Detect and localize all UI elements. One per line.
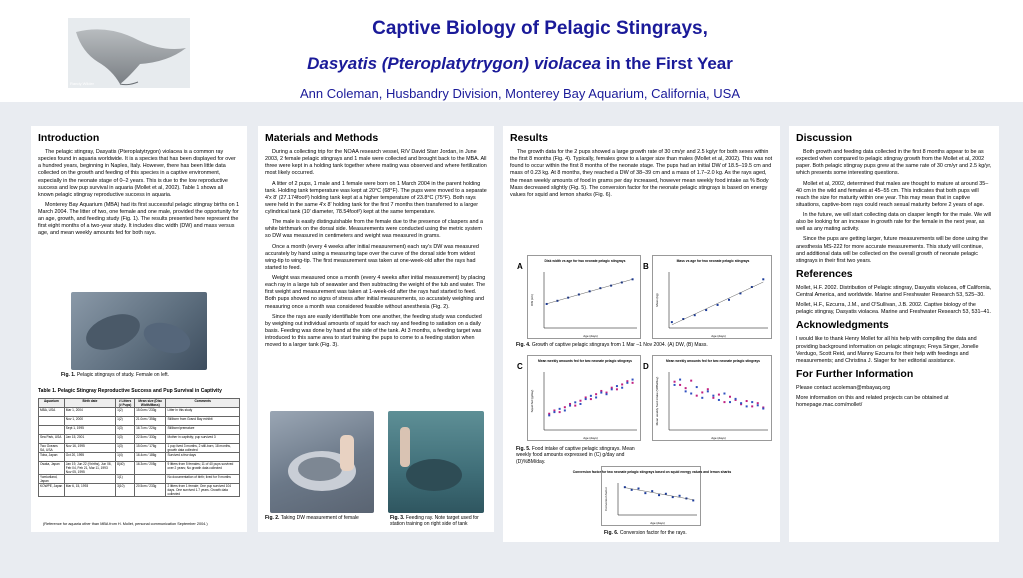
table-cell: Mar 1, 2004 [64, 408, 115, 417]
methods-heading: Materials and Methods [265, 132, 379, 144]
table-cell: 15.0cm / 176g [135, 444, 166, 453]
data-point [611, 388, 613, 390]
table-cell: Sept 1, 1995 [64, 426, 115, 435]
fig5-label: Fig. 5. [516, 446, 531, 452]
data-point [579, 400, 581, 402]
chart-title: Mean weekly amounts fed for two neonate pelagic stingrays [666, 359, 760, 363]
x-axis-label: Age (days) [583, 436, 598, 440]
y-axis-label: Mean weekly food intake (%BM/day) [655, 376, 659, 426]
table-cell: 1(1) [116, 475, 135, 484]
fig6-label: Fig. 6. [604, 530, 619, 536]
data-point [674, 381, 676, 383]
panel-letter-c: C [517, 362, 523, 371]
table-row [39, 444, 240, 453]
table-cell: Oct 20, 1995 [64, 453, 115, 462]
x-axis-label: Age (days) [650, 521, 665, 525]
chart-title: Mass vs age for two neonate pelagic stingrays [676, 259, 750, 263]
data-point [626, 382, 628, 384]
reference-1: Mollet, H.F. 2002. Distribution of Pelagic stingray, Dasyatis violacea, off California, Central America, and worldwide. Marine and Freshwater Research 53, 525–30. [796, 284, 992, 298]
table-row [39, 453, 240, 462]
trend-line [672, 282, 763, 325]
table-cell: Mar 6, 15, 1993 [64, 484, 115, 497]
table-row [39, 462, 240, 475]
methods-paragraph-2: A litter of 2 pups, 1 male and 1 female were born on 1 March 2004 in the parent holding tank. Holding tank temperature was kept at 20°C (68°F). The pups were moved to a separate 4'x 8' (27.174foot²) holding tank kept at a higher temperature of 23.8°C (75°F). Both rays were held in the same 4'x 8' holding tank for the first 7 months then transferred to a larger cylindrical tank (10' diameter, 78.54foot²) kept at the same temperature. [265, 180, 487, 215]
fig2-caption-text: Taking DW measurement of female [279, 515, 359, 521]
data-point [690, 380, 692, 382]
data-point [718, 394, 720, 396]
figure-1-caption [61, 372, 241, 378]
table-cell: 1(3) [116, 444, 135, 453]
data-point [579, 403, 581, 405]
data-point [690, 393, 692, 395]
chart-d-svg [653, 356, 773, 442]
data-point [717, 304, 719, 306]
data-point [574, 401, 576, 403]
data-point [723, 393, 725, 395]
table-header-cell: Birth date [64, 399, 115, 408]
figure-3-photo [388, 411, 484, 513]
measurement-photo [270, 411, 374, 513]
table-row [39, 435, 240, 444]
data-point [729, 396, 731, 398]
results-heading: Results [510, 132, 548, 144]
data-point [621, 387, 623, 389]
table-cell: Nov 1, 2000 [64, 417, 115, 426]
figure-1-photo [71, 292, 207, 370]
chart-c-grams [527, 355, 641, 441]
data-point [606, 393, 608, 395]
discussion-heading: Discussion [796, 132, 853, 144]
data-point [548, 414, 550, 416]
table-cell: Litter in this study [166, 408, 240, 417]
chart-a-svg [528, 256, 642, 340]
fig4-caption-text: Growth of captive pelagic stingrays from 1 Mar –1 Nov 2004. (A) DW, (B) Mass. [530, 342, 708, 348]
data-point [762, 278, 764, 280]
table-cell: Jan 19, Jun 22 (f births), Jun 06, Feb 04, Feb 21, Mar 11, 1993 Nov 05, 1995 [64, 462, 115, 475]
data-point [564, 409, 566, 411]
references-heading: References [796, 267, 853, 280]
table-header-cell: Comments [166, 399, 240, 408]
methods-paragraph-1: During a collecting trip for the NOAA research vessel, R/V David Starr Jordan, in June 2003, 2 female pelagic stingrays and 1 male were collected and brought back to the MBA. All three were kept in a holding tank together where mating was observed and where fertilization most likely occurred. [265, 149, 487, 177]
data-point [559, 408, 561, 410]
x-axis-label: Age (days) [711, 436, 726, 440]
table-cell: 16.7cm / 224g [135, 426, 166, 435]
discussion-panel [789, 126, 999, 542]
chart-title: Disk width vs age for two neonate pelagic stingrays [544, 259, 626, 263]
table-cell: 15.0cm / 233g [135, 408, 166, 417]
data-point [621, 383, 623, 385]
table-header-cell: Aquarium [39, 399, 65, 408]
data-point [569, 405, 571, 407]
panel-letter-b: B [643, 262, 649, 271]
data-point [751, 405, 753, 407]
chart-d-percent [652, 355, 772, 441]
y-axis-label: Squid fed (g/day) [530, 389, 534, 413]
intro-heading: Introduction [38, 132, 100, 144]
data-point [696, 386, 698, 388]
table-body [39, 408, 240, 497]
table-header-cell: # Litters (# Pups) [116, 399, 135, 408]
data-point [685, 387, 687, 389]
table-cell: 8(40) [116, 462, 135, 475]
data-point [707, 390, 709, 392]
photo-credit: Randy Wilder [70, 81, 95, 86]
chart-title: Conversion factor for two neonate pelagic stingrays based on squid energy values and lemon sharks [572, 470, 732, 474]
data-point [590, 398, 592, 400]
fig5-caption-text: Food intake of captive pelagic stingrays. Mean weekly food amounts expressed in (C) g/day and (D)%BM/day. [516, 446, 635, 465]
table-cell: 1(3) [116, 426, 135, 435]
chart-e-conversion [572, 466, 732, 526]
fig4-label: Fig. 4. [516, 342, 531, 348]
table-cell [64, 475, 115, 484]
table-cell: 3(10) [116, 484, 135, 497]
header [0, 0, 1023, 101]
data-point [644, 492, 646, 494]
data-point [651, 490, 653, 492]
table-cell: 21.0cm / 356g [135, 417, 166, 426]
further-info-heading: For Further Information [796, 367, 914, 380]
table-header-row [39, 399, 240, 408]
title-line-1: Captive Biology of Pelagic Stingrays, [372, 18, 708, 39]
table-cell: Two Oceans SA, USA [39, 444, 65, 453]
figure-2-photo [270, 411, 374, 513]
figure-6-caption [604, 530, 724, 536]
table-cell: No documentation of birth; lived for 9 months [166, 475, 240, 484]
table-cell [39, 426, 65, 435]
table-1 [38, 398, 240, 497]
y-axis-label: DW (cm) [530, 294, 534, 306]
methods-paragraph-3: The male is easily distinguishable from the female due to the presence of claspers and a white birthmark on the dorsal side. Measurements were conducted using the metric system so DW was measured in centimeters and weight was measured in grams. [265, 219, 483, 240]
results-paragraph-1: The growth data for the 2 pups showed a large growth rate of 30 cm/yr and 2.5 kg/yr for both sexes within the first 8 months (Fig. 4). Typically, females grow to a larger size than males (Mollet et al, 2002). This was not found to occur within the first 8 months of the neonate stage. The pups had an initial DW of 18.5–19.5 cm and mass of 0.23 kg. At 8 months, they reached a DW of 38–39 cm and a mass of 1.7–2.0 kg. As the rays aged, the mean weekly amounts of food in grams per day increased, however mean weekly food intake as % Body Mass decreased slightly (Fig. 5). The conversion factor for the neonate pelagic stingrays is based on energy values for squid and lemon sharks (Fig. 6). [510, 149, 773, 198]
data-point [632, 382, 634, 384]
table-cell [135, 475, 166, 484]
chart-title: Mean weekly amounts fed for two neonate pelagic stingrays [538, 359, 632, 363]
data-point [658, 494, 660, 496]
chart-e-svg [572, 467, 732, 527]
data-point [728, 299, 730, 301]
figure-5-caption [516, 446, 636, 465]
y-axis-label: Conversion factor [604, 487, 608, 511]
data-point [616, 388, 618, 390]
data-point [553, 411, 555, 413]
table-cell [39, 417, 65, 426]
methods-paragraph-6: Since the rays are easily identifiable from one another, the feeding study was conducted by weighing out individual amounts of squid for each ray and feeding to satiation on a daily basis. Feeding was done by hand at the side of the tank. At 3 months, a feeding target was introduced to this same area to start training the pups to come to a feeding station when moved to a larger tank (Fig. 3). [265, 313, 482, 349]
data-point [671, 321, 673, 323]
data-point [665, 493, 667, 495]
figure-2-caption [265, 515, 383, 521]
data-point [757, 402, 759, 404]
data-point [679, 495, 681, 497]
data-point [546, 303, 548, 305]
methods-paragraph-5: Weight was measured once a month (every 4 weeks after initial measurement) by placing each ray in a large tub of seawater and then subtracting the weight of the tub and water. The first weight and measurement was taken at 1-week-old after the rays had started to feed. Both pups showed no signs of stress after initial measurements, so accurately weighing and measuring once a month was considered feasible without anesthesia (Fig. 2). [265, 275, 486, 310]
stingray-photo [68, 18, 190, 88]
data-point [712, 395, 714, 397]
chart-b-mass [652, 255, 772, 339]
data-point [685, 390, 687, 392]
chart-a-dw [527, 255, 641, 339]
data-point [600, 392, 602, 394]
data-point [590, 395, 592, 397]
discussion-paragraph-3: In the future, we will start collecting data on clasper length for the male. We will also be looking for an increase in growth rate for the female in the next year, as well as any mating activity. [796, 212, 992, 233]
data-point [595, 393, 597, 395]
data-point [595, 396, 597, 398]
table-cell: Jan 15, 2001 [64, 435, 115, 444]
data-point [762, 408, 764, 410]
figure-4-caption [516, 342, 774, 348]
title-line-2 [230, 54, 810, 74]
data-point [559, 411, 561, 413]
data-point [712, 397, 714, 399]
table-cell: 2 litters from 1 female; One pup survived 104 days. One survived 1.7 years. Growth data collected [166, 484, 240, 497]
table-note: (Reference for aquaria other than MBA from H. Mollet, personal communication September 2004.) [43, 522, 208, 526]
trend-line [547, 279, 633, 304]
table-cell: 22.5cm / 330g [135, 435, 166, 444]
data-point [679, 384, 681, 386]
chart-b-svg [653, 256, 773, 340]
discussion-paragraph-2: Mollet et al, 2002, determined that males are thought to mature at around 35–40 cm in the wild and females at 45–55 cm. This indicates that both pups will reach the size for maturity within one year. This may mean that in captive situations, captive-born rays could reach sexual maturity before 2 years of age. [796, 180, 989, 208]
methods-panel [258, 126, 494, 532]
data-point [729, 401, 731, 403]
data-point [723, 401, 725, 403]
data-point [751, 401, 753, 403]
introduction-panel [31, 126, 247, 532]
data-point [696, 395, 698, 397]
trend-line [625, 488, 693, 500]
data-point [705, 309, 707, 311]
title-line-2-rest: in the First Year [600, 54, 733, 73]
figure-3-caption [390, 515, 490, 528]
intro-paragraph-1: The pelagic stingray, Dasyatis (Pteroplatytrygon) violacea is a common ray species found in aquaria worldwide. It is a species that has been displayed for over a hundred years, beginning in Naples, Italy. However, there has been little data collected on the growth and feeding of this species in a captive environment, especially in the neonate stage of 0–2 years. This is due to the low reproductive success and low pup survival in aquaria (Mollet et al, 2002). Table 1 shows all known pelagic stingray reproductive success in aquaria. [38, 149, 236, 198]
data-point [707, 388, 709, 390]
panel-letter-a: A [517, 262, 523, 271]
intro-paragraph-2: Monterey Bay Aquarium (MBA) had its first successful pelagic stingray births on 1 March 2004. The litter of two, one female and one male, provided the opportunity for an age, growth, and feeding study (Fig. 1). The results presented here represent the first eight months of a two-year study. It includes disc width (DW) and mass versus age, and mean weekly amounts fed for both rays. [38, 201, 240, 237]
stingrays-photo [71, 292, 207, 370]
table-cell: 16.3cm / 205g [135, 462, 166, 475]
fig3-caption-text: Feeding ray. Note target used for station training on right side of tank [390, 515, 479, 528]
fig1-caption-text: Pelagic stingrays of study. Female on left. [75, 372, 170, 378]
discussion-paragraph-4: Since the pups are getting larger, future measurements will be done using the anesthesia MS-222 for more accurate measurements. This study will continue, and additional data will be collected on the overall growth of neonate pelagic stingrays in their first two years. [796, 236, 988, 264]
data-point [701, 397, 703, 399]
table-cell: Stillborn from Grand Bay exhibit [166, 417, 240, 426]
data-point [701, 391, 703, 393]
data-point [632, 379, 634, 381]
chart-c-svg [528, 356, 642, 442]
reference-2: Mollet, H.F., Ezcurra, J.M., and O'Sullivan, J.B. 2002. Captive biology of the pelagic stingray, Dasyatis violacea. Marine and Freshwater Research 53, 531–41. [796, 302, 991, 316]
acknowledgments-heading: Acknowledgments [796, 319, 889, 332]
acknowledgments-text: I would like to thank Henry Mollet for all his help with compiling the data and providing background information on pelagic stingrays; Freya Singer, Jonelle Verdugo, Scott Reid, and Manny Ezcurra for their help with feedings and measurements; and Christina J. Slager for her editorial assistance. [796, 336, 979, 364]
fig1-label: Fig. 1. [61, 372, 76, 378]
fig3-label: Fig. 3. [390, 515, 405, 521]
author-line: Ann Coleman, Husbandry Division, Monterey Bay Aquarium, California, USA [299, 86, 741, 101]
data-point [616, 385, 618, 387]
table-row [39, 475, 240, 484]
x-axis-label: Age (days) [711, 334, 726, 338]
feeding-photo [388, 411, 484, 513]
table-cell: 9 litters from 5 females; 11 of 40 pups survived over 2 years; No growth data collected [166, 462, 240, 475]
table-row [39, 408, 240, 417]
stingray-illustration [68, 18, 190, 88]
table-cell: Sea Park, USA [39, 435, 65, 444]
table-row [39, 417, 240, 426]
data-point [746, 405, 748, 407]
table-cell: KOWPE, Japan [39, 484, 65, 497]
data-point [718, 399, 720, 401]
table-cell: Osaka, Japan [39, 462, 65, 475]
table-cell: 1(2) [116, 417, 135, 426]
project-link[interactable]: More information on this and related projects can be obtained at homepage.mac.com/mollet/ [796, 395, 949, 409]
table-cell: MBA, USA [39, 408, 65, 417]
contact-email[interactable]: Please contact acoleman@mbayaq.org [796, 384, 891, 391]
table-cell: Nov 16, 1995 [64, 444, 115, 453]
fig2-label: Fig. 2. [265, 515, 280, 521]
discussion-paragraph-1: Both growth and feeding data collected in the first 8 months appear to be as expected when compared to pelagic stingray growth from the Mollet et al, 2002 paper. Both pelagic stingray pups grew at the same rate of 30 cm/yr and 2.5 kg/yr, which presents some interesting questions. [796, 149, 992, 177]
data-point [638, 487, 640, 489]
table-header-cell: Mean size (Disc Width/Mass) [135, 399, 166, 408]
table-cell: 20.5cm / 233g [135, 484, 166, 497]
data-point [574, 405, 576, 407]
panel-letter-d: D [643, 362, 649, 371]
table-cell: 1(3) [116, 435, 135, 444]
table-cell: Survived a few days [166, 453, 240, 462]
data-point [746, 400, 748, 402]
y-axis-label: Mass (kg) [655, 293, 659, 307]
fig6-caption-text: Conversion factor for the rays. [618, 530, 687, 536]
data-point [740, 402, 742, 404]
reproduction-table [38, 398, 240, 497]
table-cell: 1(4) [116, 453, 135, 462]
table-cell: 16.4cm / 186g [135, 453, 166, 462]
data-point [674, 384, 676, 386]
table-cell: Toba, Japan [39, 453, 65, 462]
table-1-title: Table 1. Pelagic Stingray Reproductive Success and Pup Survival in Captivity [38, 388, 222, 394]
data-point [564, 406, 566, 408]
table-cell: 1 pup lived 3 months, 2 still-born, 18 months, growth data collected [166, 444, 240, 453]
data-point [679, 379, 681, 381]
data-point [585, 398, 587, 400]
table-row [39, 484, 240, 497]
methods-paragraph-4: Once a month (every 4 weeks after initial measurement) each ray's DW was measured accurately by hand using a measuring tape over the curve of the dorsal side from widest wing-tip to wing-tip. The first measurement was taken at one-week-old after the rays had started to feed. [265, 243, 479, 271]
species-name: Dasyatis (Pteroplatytrygon) violacea [307, 54, 601, 73]
table-row [39, 426, 240, 435]
data-point [757, 404, 759, 406]
table-cell: Mother in captivity; pup survived 3 [166, 435, 240, 444]
table-cell: Yomiuriland, Japan [39, 475, 65, 484]
data-point [735, 398, 737, 400]
table-cell: 1(2) [116, 408, 135, 417]
x-axis-label: Age (days) [583, 334, 598, 338]
table-cell: Stillborn/premature [166, 426, 240, 435]
